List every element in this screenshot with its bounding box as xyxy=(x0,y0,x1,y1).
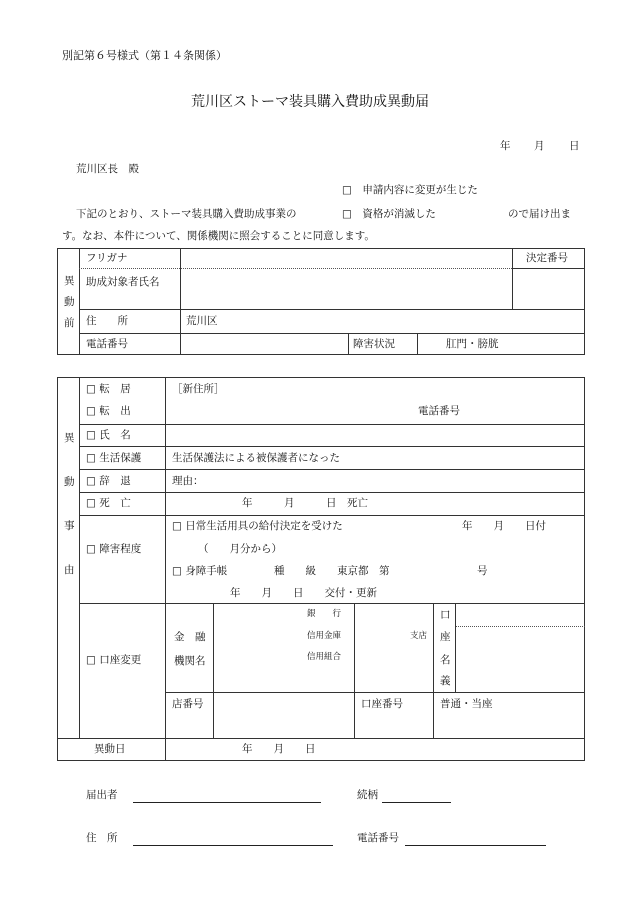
footer-address-field[interactable] xyxy=(133,845,333,846)
withdraw-checkbox[interactable]: □ 辞 退 xyxy=(86,475,131,487)
account-number-label: 口座番号 xyxy=(361,698,403,710)
address-value: 荒川区 xyxy=(186,315,218,327)
option-eligibility-lost[interactable]: □ 資格が消滅した xyxy=(342,208,436,220)
footer-address-label: 住 所 xyxy=(86,832,118,844)
relation-field[interactable] xyxy=(382,802,451,803)
reason-side-char-2: 動 xyxy=(64,476,75,488)
branch-label: 支店 xyxy=(410,631,428,641)
disability-status-label: 障害状況 xyxy=(353,338,395,350)
relation-label: 続柄 xyxy=(357,789,378,801)
before-side-char-2: 動 xyxy=(64,296,75,308)
phone-label: 電話番号 xyxy=(86,338,128,350)
daily-goods-checkbox[interactable]: □ 日常生活用具の給付決定を受けた xyxy=(172,520,343,532)
holder-char-1: 口 xyxy=(440,609,451,621)
address-label: 住 所 xyxy=(86,315,128,327)
financial-institution-label-2: 機関名 xyxy=(174,655,206,667)
intro-text-3: す。なお、本件について、関係機関に照会することに同意します。 xyxy=(62,230,375,242)
date-day-label: 日 xyxy=(569,140,580,152)
handbook-grade: 種 級 東京都 第 xyxy=(274,565,390,577)
intro-text-2: ので届け出ま xyxy=(508,208,571,220)
form-reference: 別記第６号様式（第１４条関係） xyxy=(62,49,227,62)
change-date-label: 異動日 xyxy=(94,743,126,755)
reason-side-char-1: 異 xyxy=(64,432,75,444)
holder-char-2: 座 xyxy=(440,631,451,643)
addressee: 荒川区長 殿 xyxy=(76,163,139,175)
welfare-checkbox[interactable]: □ 生活保護 xyxy=(86,452,142,464)
reason-side-char-4: 由 xyxy=(64,564,75,576)
account-change-checkbox[interactable]: □ 口座変更 xyxy=(86,654,142,666)
account-type: 普通・当座 xyxy=(440,698,493,710)
death-date: 年 月 日 死亡 xyxy=(242,497,368,509)
from-month: （ 月分から） xyxy=(198,543,282,555)
option-content-changed[interactable]: □ 申請内容に変更が生じた xyxy=(342,184,478,196)
welfare-text: 生活保護法による被保護者になった xyxy=(172,452,340,464)
store-number-label: 店番号 xyxy=(172,698,204,710)
form-title: 荒川区ストーマ装具購入費助成異動届 xyxy=(191,94,429,110)
moving-in-checkbox[interactable]: □ 転 居 xyxy=(86,383,131,395)
applicant-label: 届出者 xyxy=(86,789,118,801)
before-change-table xyxy=(57,248,585,355)
withdraw-reason-label: 理由： xyxy=(172,475,204,487)
handbook-checkbox[interactable]: □ 身障手帳 xyxy=(172,565,228,577)
change-date-value: 年 月 日 xyxy=(242,743,316,755)
before-side-char-3: 前 xyxy=(64,317,75,329)
footer-phone-field[interactable] xyxy=(405,845,546,846)
bank-label: 銀 行 xyxy=(307,609,342,619)
furigana-label: フリガナ xyxy=(86,252,128,264)
new-phone-label: 電話番号 xyxy=(418,405,460,417)
shinkin-label: 信用金庫 xyxy=(307,631,342,641)
new-address-label: ［新住所］ xyxy=(172,383,225,395)
before-side-char-1: 異 xyxy=(64,275,75,287)
footer-phone-label: 電話番号 xyxy=(357,832,399,844)
date-month-label: 月 xyxy=(534,140,545,152)
reason-side-char-3: 事 xyxy=(64,520,75,532)
applicant-field[interactable] xyxy=(133,802,321,803)
decision-number-label: 決定番号 xyxy=(526,252,568,264)
holder-char-3: 名 xyxy=(440,654,451,666)
moving-out-checkbox[interactable]: □ 転 出 xyxy=(86,405,131,417)
holder-char-4: 義 xyxy=(440,675,451,687)
death-checkbox[interactable]: □ 死 亡 xyxy=(86,497,131,509)
disability-status-value: 肛門・膀胱 xyxy=(446,338,499,350)
subject-name-label: 助成対象者氏名 xyxy=(86,276,160,288)
disability-degree-checkbox[interactable]: □ 障害程度 xyxy=(86,543,142,555)
handbook-number-suffix: 号 xyxy=(477,565,488,577)
kumiai-label: 信用組合 xyxy=(307,652,342,662)
date-year-label: 年 xyxy=(500,140,511,152)
name-change-checkbox[interactable]: □ 氏 名 xyxy=(86,429,131,441)
daily-goods-date: 年 月 日付 xyxy=(462,520,546,532)
issue-date: 年 月 日 交付・更新 xyxy=(230,587,377,599)
intro-text-1: 下記のとおり、ストーマ装具購入費助成事業の xyxy=(76,208,297,220)
financial-institution-label-1: 金 融 xyxy=(174,631,206,643)
